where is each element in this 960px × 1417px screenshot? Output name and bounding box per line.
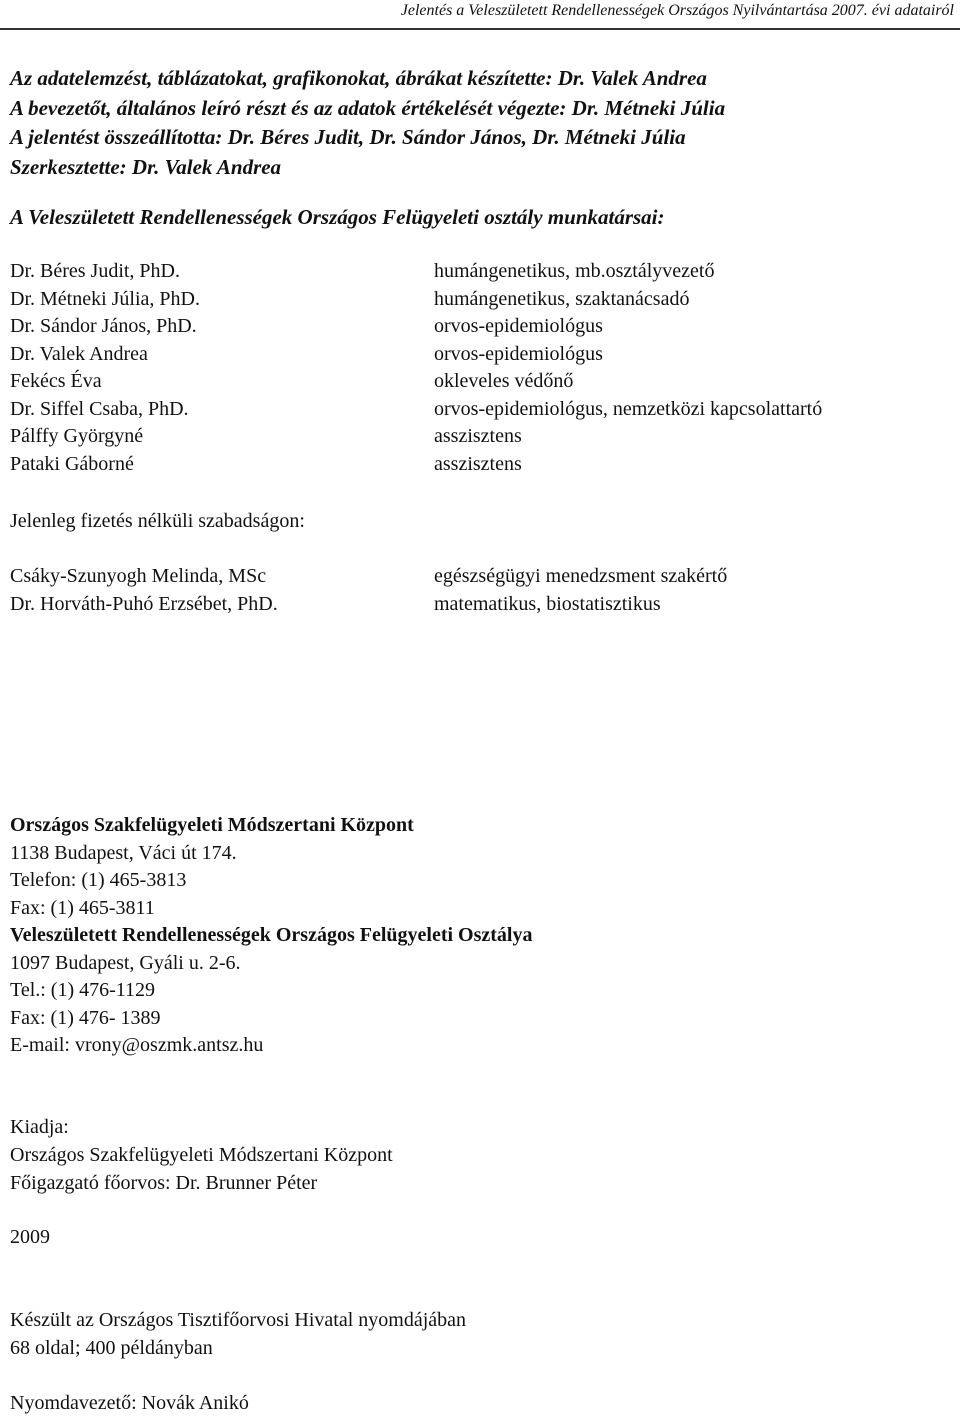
running-header — [0, 0, 960, 30]
header-title: Jelentés a Veleszületett Rendellenességek Országos Nyilvántartása 2007. évi adatairól — [400, 2, 954, 19]
org1-address: 1138 Budapest, Váci út 174. — [10, 841, 237, 864]
staff-name: Pálffy Györgyné — [10, 425, 144, 447]
leave-role: matematikus, biostatisztikus — [434, 593, 661, 615]
publisher-block — [10, 1113, 393, 1197]
leave-name: Dr. Horváth-Puhó Erzsébet, PhD. — [10, 593, 278, 615]
staff-role: orvos-epidemiológus — [434, 315, 603, 337]
org2-address: 1097 Budapest, Gyáli u. 2-6. — [10, 951, 241, 974]
printing-block — [10, 1306, 466, 1362]
org2-name: Veleszületett Rendellenességek Országos Felügyeleti Osztálya — [10, 924, 533, 946]
staff-name: Dr. Sándor János, PhD. — [10, 315, 197, 337]
staff-name: Dr. Béres Judit, PhD. — [10, 260, 180, 282]
credit-line: A jelentést összeállította: Dr. Béres Judit, Dr. Sándor János, Dr. Métneki Júlia — [10, 125, 686, 149]
staff-row — [10, 313, 950, 341]
staff-name: Dr. Siffel Csaba, PhD. — [10, 397, 189, 420]
credit-line: A bevezetőt, általános leíró részt és az adatok értékelését végezte: Dr. Métneki Júlia — [10, 95, 726, 120]
staff-row — [10, 368, 950, 396]
staff-name: Pataki Gáborné — [10, 452, 134, 475]
staff-row — [10, 423, 950, 451]
org1-phone: Telefon: (1) 465-3813 — [10, 869, 187, 891]
staff-row — [10, 451, 950, 479]
print-run: 68 oldal; 400 példányban — [10, 1337, 213, 1359]
staff-role: asszisztens — [434, 452, 522, 475]
credits-block — [10, 64, 725, 182]
contact-block — [10, 812, 532, 1060]
credit-line: Az adatelemzést, táblázatokat, grafikonokat, ábrákat készítette: Dr. Valek Andrea — [10, 66, 707, 90]
org1-name: Országos Szakfelügyeleti Módszertani Központ — [10, 814, 414, 836]
department-staff-heading: A Veleszületett Rendellenességek Országos Felügyeleti osztály munkatársai: — [10, 205, 665, 229]
printing-house: Készült az Országos Tisztifőorvosi Hivatal nyomdájában — [10, 1309, 467, 1331]
publisher-label: Kiadja: — [10, 1116, 69, 1138]
credit-line: Szerkesztette: Dr. Valek Andrea — [10, 154, 282, 179]
unpaid-leave-list — [10, 562, 950, 618]
staff-row — [10, 286, 950, 314]
staff-role: asszisztens — [434, 425, 522, 447]
leave-row — [10, 590, 950, 618]
staff-row — [10, 258, 950, 286]
publisher-director: Főigazgató főorvos: Dr. Brunner Péter — [10, 1172, 318, 1194]
staff-name: Dr. Métneki Júlia, PhD. — [10, 287, 200, 310]
publication-year: 2009 — [10, 1226, 50, 1248]
staff-row — [10, 341, 950, 369]
staff-role: orvos-epidemiológus, nemzetközi kapcsolattartó — [434, 397, 823, 420]
print-manager: Nyomdavezető: Novák Anikó — [10, 1392, 249, 1414]
org2-phone: Tel.: (1) 476-1129 — [10, 979, 156, 1001]
leave-row — [10, 562, 950, 590]
leave-role: egészségügyi menedzsment szakértő — [434, 565, 728, 587]
staff-role: orvos-epidemiológus — [434, 342, 603, 365]
staff-name: Dr. Valek Andrea — [10, 342, 148, 365]
org2-fax: Fax: (1) 476- 1389 — [10, 1006, 161, 1029]
staff-row — [10, 396, 950, 424]
org2-email: E-mail: vrony@oszmk.antsz.hu — [10, 1034, 264, 1056]
staff-list — [10, 258, 950, 478]
staff-role: okleveles védőnő — [434, 370, 574, 392]
staff-role: humángenetikus, mb.osztályvezető — [434, 260, 715, 282]
staff-name: Fekécs Éva — [10, 370, 102, 392]
leave-name: Csáky-Szunyogh Melinda, MSc — [10, 565, 267, 587]
unpaid-leave-heading: Jelenleg fizetés nélküli szabadságon: — [10, 510, 305, 532]
staff-role: humángenetikus, szaktanácsadó — [434, 287, 690, 310]
publisher-name: Országos Szakfelügyeleti Módszertani Központ — [10, 1144, 393, 1166]
org1-fax: Fax: (1) 465-3811 — [10, 896, 155, 919]
